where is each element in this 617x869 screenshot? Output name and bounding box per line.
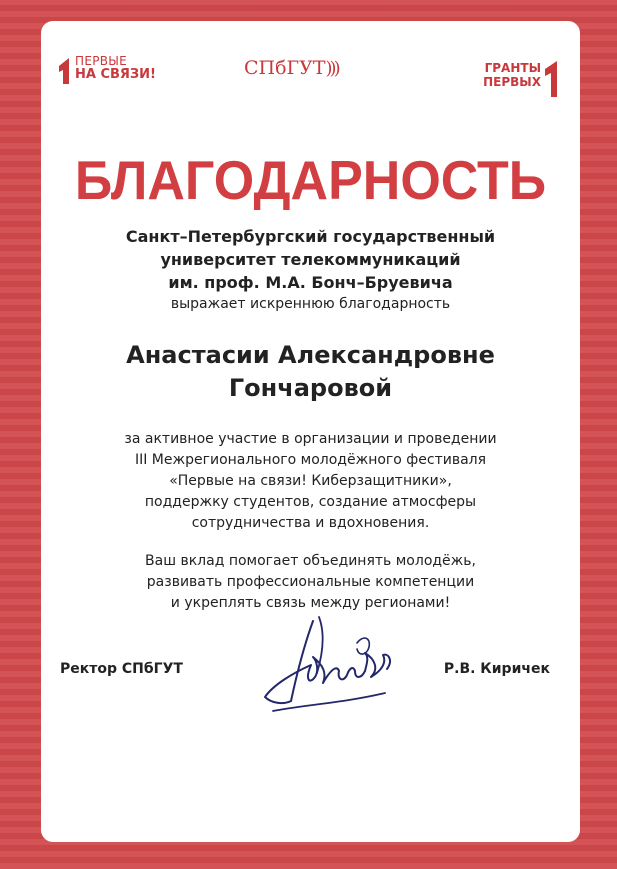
university-name — [41, 225, 580, 294]
recipient-name — [41, 339, 580, 405]
reason-line: сотрудничества и вдохновения. — [191, 515, 430, 531]
spbgut-logo — [244, 57, 384, 89]
signatory-name: Р.В. Киричек — [443, 661, 550, 677]
expresses-gratitude: выражает искреннюю благодарность — [170, 296, 451, 312]
spbgut-logo-text: СПбГУТ — [244, 57, 326, 79]
handwritten-signature — [253, 613, 403, 723]
granty-pervyh-logo — [459, 61, 559, 97]
contribution-line: Ваш вклад помогает объединять молодёжь, — [145, 553, 476, 569]
contribution-text — [41, 551, 580, 614]
pervye-na-svyazi-logo — [57, 54, 167, 94]
university-line: университет телекоммуникаций — [160, 250, 461, 269]
reason-line: III Межрегионального молодёжного фестиваля — [134, 452, 487, 468]
logo-right-line1: ГРАНТЫ — [484, 61, 541, 75]
logo-left-line1: ПЕРВЫЕ — [75, 54, 128, 68]
logo-mark-icon — [543, 61, 559, 97]
logo-left-line2: НА СВЯЗИ! — [75, 67, 156, 82]
logo-mark-icon — [57, 58, 71, 84]
university-line: Санкт–Петербургский государственный — [125, 227, 496, 246]
reason-line: «Первые на связи! Киберзащитники», — [169, 473, 452, 489]
recipient-line: Гончаровой — [228, 374, 393, 402]
recipient-line: Анастасии Александровне — [126, 341, 495, 369]
logo-right-line2: ПЕРВЫХ — [483, 75, 541, 89]
signal-waves-icon: ))) — [325, 58, 338, 79]
document-title: БЛАГОДАРНОСТЬ — [74, 150, 547, 212]
reason-text — [41, 429, 580, 534]
reason-line: за активное участие в организации и проведении — [124, 431, 497, 447]
signatory-position: Ректор СПбГУТ — [60, 661, 183, 677]
university-line: им. проф. М.А. Бонч–Бруевича — [168, 273, 453, 292]
reason-line: поддержку студентов, создание атмосферы — [144, 494, 477, 510]
contribution-line: развивать профессиональные компетенции — [146, 574, 475, 590]
contribution-line: и укреплять связь между регионами! — [170, 595, 451, 611]
certificate-sheet — [41, 21, 580, 842]
